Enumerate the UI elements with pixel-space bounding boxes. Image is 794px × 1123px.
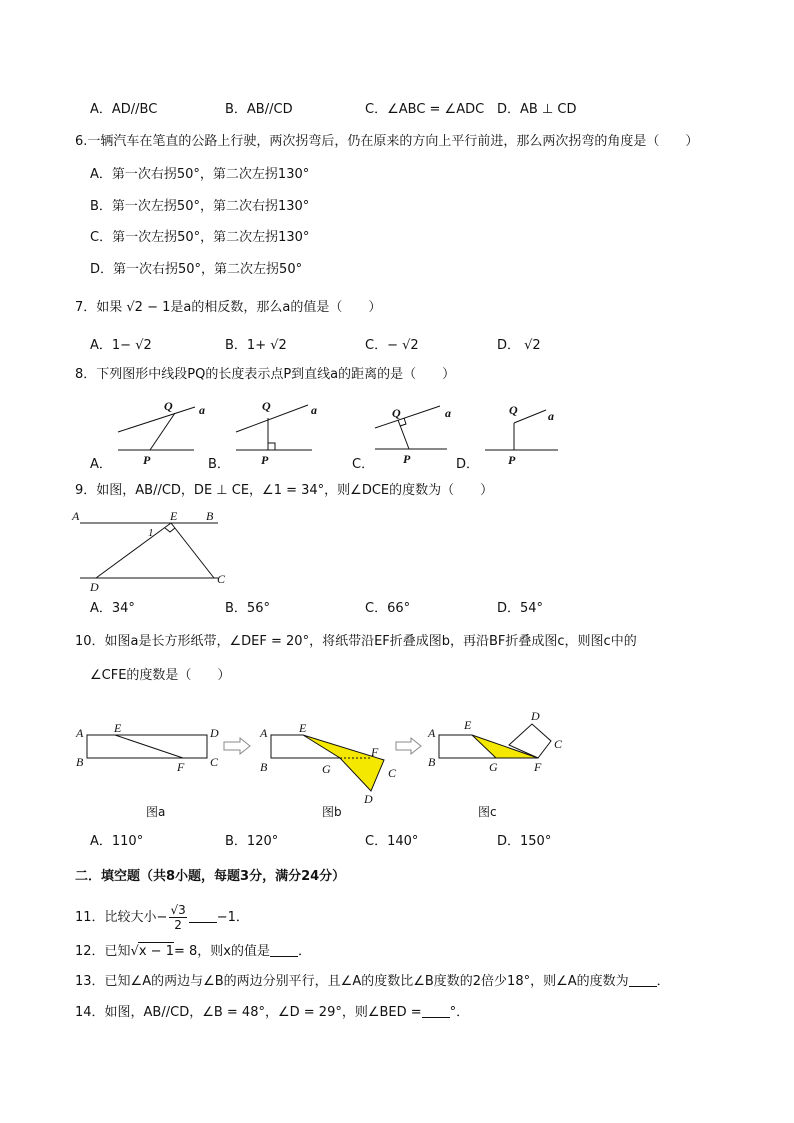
svg-text:A: A <box>76 726 84 740</box>
svg-text:Q: Q <box>392 406 401 420</box>
q14-text: 14．如图，AB//CD，∠B = 48°，∠D = 29°，则∠BED = <box>75 1005 422 1020</box>
q9-option-b: B．56° <box>225 601 270 616</box>
svg-text:C: C <box>217 572 226 586</box>
q12: 12．已知√x − 1= 8，则x的值是 ． <box>75 944 311 959</box>
q14-blank[interactable] <box>422 1003 450 1018</box>
svg-text:a: a <box>199 403 205 417</box>
q11 <box>75 903 249 932</box>
svg-text:a: a <box>548 409 554 423</box>
q12-suffix: ． <box>297 944 311 959</box>
q5-option-b: B．AB//CD <box>225 102 293 117</box>
q10-option-c: C．140° <box>365 834 419 849</box>
section-fill-in-title: 二．填空题（共8小题，每题3分，满分24分） <box>75 869 346 884</box>
q6-stem: 6.一辆汽车在笔直的公路上行驶，两次拐弯后，仍在原来的方向上平行前进，那么两次拐弯的角度是（ ） <box>75 134 699 149</box>
q7-stem: 7．如果 √2 − 1是a的相反数，那么a的值是（ ） <box>75 300 382 315</box>
svg-text:F: F <box>177 760 185 774</box>
q9-figure <box>71 509 226 594</box>
q12-mid: = 8，则x的值是 <box>173 944 270 959</box>
svg-text:D: D <box>210 726 219 740</box>
q10-figure-c <box>427 709 563 774</box>
q13 <box>75 972 670 991</box>
svg-text:Q: Q <box>164 399 173 413</box>
svg-text:1: 1 <box>148 527 154 539</box>
q10-caption-c: 图c <box>478 805 497 819</box>
q10-stem-line2: ∠CFE的度数是（ ） <box>90 668 231 683</box>
svg-text:C: C <box>554 737 563 751</box>
svg-text:B: B <box>428 755 436 769</box>
svg-text:B: B <box>206 509 214 523</box>
q11-prefix: 11．比较大小− <box>75 910 168 925</box>
q10-stem-line1: 10．如图a是长方形纸带，∠DEF = 20°，将纸带沿EF折叠成图b，再沿BF折叠成图c，则图c中的 <box>75 634 637 649</box>
q6-option-b: B．第一次左拐50°，第二次右拐130° <box>90 199 310 214</box>
svg-text:a: a <box>311 403 317 417</box>
svg-text:E: E <box>170 509 178 523</box>
svg-text:B: B <box>76 755 84 769</box>
q8-figure-c <box>375 406 451 466</box>
q5-option-c: C．∠ABC = ∠ADC <box>365 102 485 117</box>
svg-text:P: P <box>403 452 411 466</box>
q6-option-a: A．第一次右拐50°，第二次左拐130° <box>90 167 310 182</box>
q8-option-c: C． <box>352 457 375 472</box>
q8-figure-b <box>236 399 317 467</box>
q14-suffix: °． <box>449 1005 470 1020</box>
svg-text:G: G <box>489 760 498 774</box>
q10-option-b: B．120° <box>225 834 279 849</box>
q10-caption-b: 图b <box>322 805 342 819</box>
q13-text: 13．已知∠A的两边与∠B的两边分别平行，且∠A的度数比∠B度数的2倍少18°，则∠A的度数为 <box>75 974 629 989</box>
svg-text:A: A <box>72 509 80 523</box>
q9-option-c: C．66° <box>365 601 411 616</box>
q12-blank[interactable] <box>270 942 298 957</box>
q7-option-d: D． √2 <box>497 338 541 353</box>
svg-text:F: F <box>371 745 379 759</box>
svg-text:P: P <box>508 453 516 467</box>
q11-fraction <box>169 903 186 932</box>
svg-text:C: C <box>388 766 397 780</box>
svg-text:A: A <box>260 726 268 740</box>
q9-option-d: D．54° <box>497 601 544 616</box>
svg-text:E: E <box>299 721 307 735</box>
svg-text:P: P <box>261 453 269 467</box>
q14 <box>75 1003 469 1022</box>
q8-option-b: B． <box>208 457 230 472</box>
q8-stem: 8．下列图形中线段PQ的长度表示点P到直线a的距离的是（ ） <box>75 367 456 382</box>
q10-option-d: D．150° <box>497 834 552 849</box>
q10-figure-b <box>259 721 397 806</box>
svg-text:D: D <box>531 709 540 723</box>
arrow-icon <box>396 738 421 754</box>
svg-text:D: D <box>90 580 99 594</box>
svg-text:D: D <box>364 792 373 806</box>
q8-figure-a <box>118 399 205 467</box>
q10-option-a: A．110° <box>90 834 144 849</box>
q11-frac-num: √3 <box>170 903 186 917</box>
svg-text:P: P <box>143 453 151 467</box>
q7-option-a: A．1− √2 <box>90 338 152 353</box>
q8-option-d: D． <box>456 457 480 472</box>
q5-option-d: D．AB ⊥ CD <box>497 102 577 117</box>
q6-option-d: D．第一次右拐50°，第二次左拐50° <box>90 262 303 277</box>
svg-text:Q: Q <box>509 403 518 417</box>
q9-stem: 9．如图，AB//CD，DE ⊥ CE，∠1 = 34°，则∠DCE的度数为（ ） <box>75 483 494 498</box>
svg-text:A: A <box>428 726 436 740</box>
q8-option-a: A． <box>90 457 112 472</box>
q11-frac-den: 2 <box>174 918 182 932</box>
svg-text:E: E <box>464 718 472 732</box>
q8-figure-d <box>485 403 558 467</box>
svg-text:G: G <box>322 762 331 776</box>
q10-figure-a <box>75 721 219 774</box>
svg-text:C: C <box>210 755 219 769</box>
q6-option-c: C．第一次左拐50°，第二次左拐130° <box>90 230 310 245</box>
q13-blank[interactable] <box>629 972 657 987</box>
svg-text:Q: Q <box>262 399 271 413</box>
q12-prefix: 12．已知 <box>75 944 131 959</box>
q12-radicand: x − 1 <box>138 944 174 959</box>
q11-blank[interactable] <box>189 908 217 923</box>
svg-text:F: F <box>534 760 542 774</box>
svg-text:a: a <box>445 406 451 420</box>
q10-caption-a: 图a <box>146 805 166 819</box>
q9-option-a: A．34° <box>90 601 135 616</box>
q11-suffix: −1． <box>216 910 249 925</box>
q7-option-b: B．1+ √2 <box>225 338 287 353</box>
arrow-icon <box>224 738 250 754</box>
q13-suffix: ． <box>656 974 670 989</box>
svg-text:E: E <box>114 721 122 735</box>
q7-option-c: C．− √2 <box>365 338 419 353</box>
q5-option-a: A．AD//BC <box>90 102 158 117</box>
svg-text:B: B <box>260 760 268 774</box>
